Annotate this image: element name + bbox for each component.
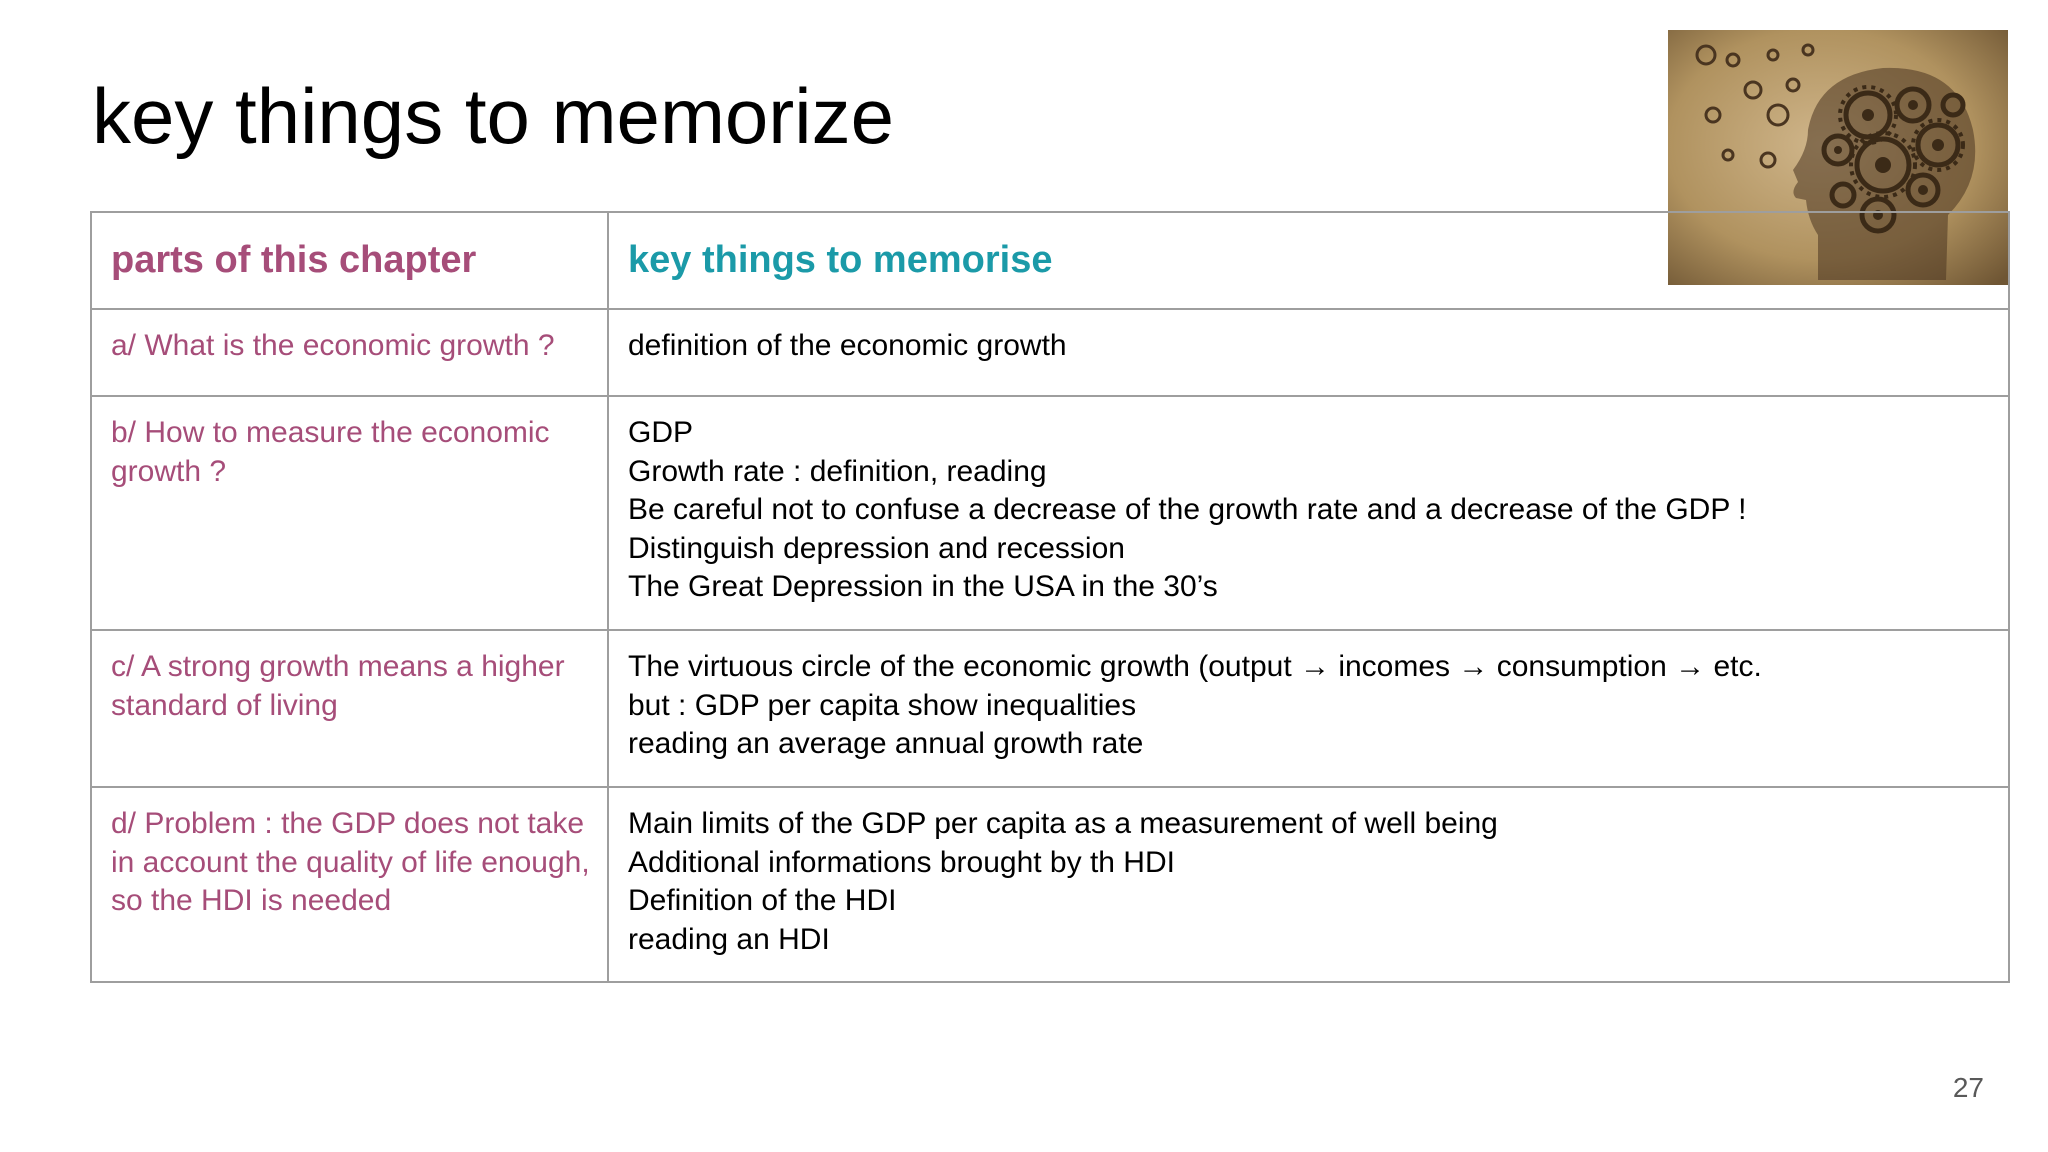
- key-point: GDP: [628, 416, 694, 449]
- key-point: reading an average annual growth rate: [628, 727, 1144, 760]
- table-row: [91, 787, 2009, 982]
- parts-column-header: parts of this chapter: [91, 212, 608, 309]
- key-point: definition of the economic growth: [628, 329, 1067, 362]
- chapter-part-cell: c/ A strong growth means a higher standard of living: [91, 630, 608, 787]
- slide-title: key things to memorize: [92, 72, 894, 160]
- key-point: Additional informations brought by th HDI: [628, 845, 1175, 879]
- key-point: The Great Depression in the USA in the 30’s: [628, 570, 1218, 603]
- key-point: reading an HDI: [628, 922, 830, 956]
- key-point: but : GDP per capita show inequalities: [628, 688, 1137, 722]
- key-points-cell: [608, 630, 2009, 787]
- key-point: Main limits of the GDP per capita as a measurement of well being: [628, 807, 1498, 840]
- table-row: [91, 309, 2009, 396]
- key-points-cell: [608, 309, 2009, 396]
- key-point: Distinguish depression and recession: [628, 531, 1125, 565]
- page-number: 27: [1952, 1072, 1984, 1103]
- table-header-row: [91, 212, 2009, 309]
- chapter-part-cell: b/ How to measure the economic growth ?: [91, 396, 608, 630]
- key-things-table: [90, 211, 2010, 983]
- chapter-part-cell: a/ What is the economic growth ?: [91, 309, 608, 396]
- chapter-part-cell: d/ Problem : the GDP does not take in account the quality of life enough, so the HDI is needed: [91, 787, 608, 982]
- key-points-cell: [608, 787, 2009, 982]
- key-points-cell: [608, 396, 2009, 630]
- key-point: Growth rate : definition, reading: [628, 454, 1047, 488]
- key-things-column-header: key things to memorise: [608, 212, 2009, 309]
- key-point: The virtuous circle of the economic growth (output → incomes → consumption → etc.: [628, 650, 1762, 683]
- key-point: Be careful not to confuse a decrease of the growth rate and a decrease of the GDP !: [628, 493, 1747, 526]
- table-row: [91, 396, 2009, 630]
- key-point: Definition of the HDI: [628, 884, 897, 917]
- table-row: [91, 630, 2009, 787]
